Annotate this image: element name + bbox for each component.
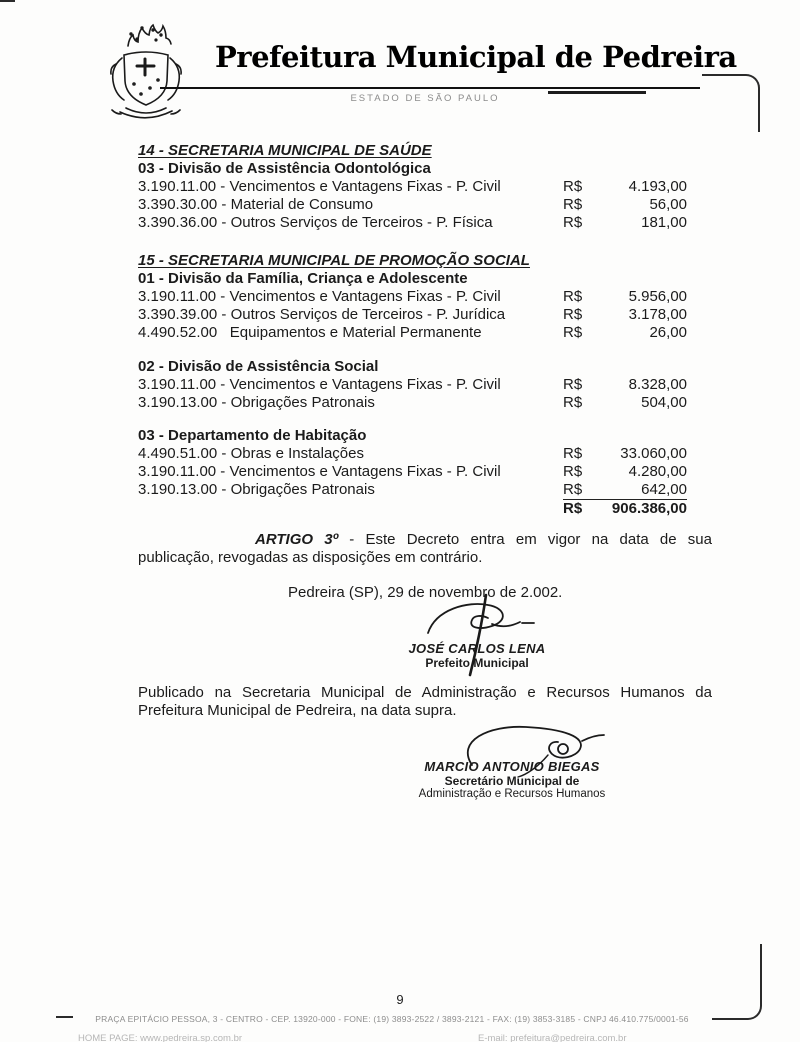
section-saude (138, 142, 687, 232)
border-corner-bottom-right (712, 944, 762, 1020)
amount-value: 4.193,00 (628, 178, 687, 195)
article-text: - Este Decreto entra em vigor na data de sua publicação, revogadas as disposições em contrário. (138, 531, 712, 566)
border-corner-top-right (702, 74, 760, 132)
budget-item: 3.190.11.00 - Vencimentos e Vantagens Fixas - P. Civil (138, 375, 501, 393)
budget-item: 3.190.11.00 - Vencimentos e Vantagens Fixas - P. Civil (138, 178, 501, 195)
budget-row (138, 394, 687, 412)
budget-money (563, 288, 687, 306)
budget-item: 4.490.52.00 Equipamentos e Material Permanente (138, 324, 482, 341)
budget-item: 3.390.36.00 - Outros Serviços de Terceiros - P. Física (138, 214, 493, 231)
amount-value: 8.328,00 (628, 375, 687, 393)
division-assistencia-social (138, 358, 687, 412)
budget-item: 4.490.51.00 - Obras e Instalações (138, 445, 364, 462)
currency-symbol: R$ (563, 445, 583, 462)
currency-symbol: R$ (563, 324, 583, 341)
budget-row (138, 445, 687, 463)
currency-symbol: R$ (563, 306, 583, 323)
budget-row (138, 376, 687, 394)
page-title: Prefeitura Municipal de Pedreira (215, 40, 737, 74)
currency-symbol: R$ (563, 288, 583, 305)
budget-item: 3.190.11.00 - Vencimentos e Vantagens Fixas - P. Civil (138, 288, 501, 305)
budget-money (563, 214, 687, 232)
section-title: 15 - SECRETARIA MUNICIPAL DE PROMOÇÃO SOCIAL (138, 252, 530, 269)
page-number: 9 (396, 992, 404, 1007)
budget-row (138, 324, 687, 342)
state-subtitle: ESTADO DE SÃO PAULO (350, 93, 500, 104)
division-odontologica (138, 160, 687, 232)
signature-block-mayor (372, 641, 582, 670)
section-promocao-social (138, 252, 687, 518)
budget-money (563, 178, 687, 196)
amount-value: 3.178,00 (628, 306, 687, 323)
division-title: 03 - Divisão de Assistência Odontológica (138, 160, 431, 177)
signatory-role: Prefeito Municipal (425, 656, 529, 670)
budget-money (563, 394, 687, 412)
currency-symbol: R$ (563, 481, 583, 498)
currency-symbol: R$ (563, 196, 583, 213)
budget-money (563, 463, 687, 481)
budget-money (563, 196, 687, 214)
currency-symbol: R$ (563, 393, 583, 411)
budget-item: 3.390.30.00 - Material de Consumo (138, 196, 374, 213)
budget-item: 3.190.11.00 - Vencimentos e Vantagens Fixas - P. Civil (138, 463, 501, 480)
footer-homepage: HOME PAGE: www.pedreira.sp.com.br (78, 1033, 243, 1042)
amount-value: 4.280,00 (628, 463, 687, 480)
budget-row (138, 288, 687, 306)
budget-row (138, 306, 687, 324)
budget-money (563, 500, 687, 518)
budget-money (563, 324, 687, 342)
budget-money (563, 306, 687, 324)
currency-symbol: R$ (563, 214, 583, 231)
budget-listing (138, 142, 687, 518)
budget-row (138, 196, 687, 214)
signatory-name: MARCIO ANTONIO BIEGAS (424, 759, 600, 774)
signatory-role: Secretário Municipal de (444, 774, 580, 788)
header-rule (160, 87, 700, 89)
border-dash-top-left (0, 0, 15, 2)
division-habitacao (138, 427, 687, 518)
amount-value: 5.956,00 (628, 288, 687, 305)
section-title: 14 - SECRETARIA MUNICIPAL DE SAÚDE (138, 142, 432, 159)
amount-value: 33.060,00 (620, 445, 687, 462)
budget-item: 3.190.13.00 - Obrigações Patronais (138, 393, 375, 411)
budget-money (563, 376, 687, 394)
budget-item: 3.190.13.00 - Obrigações Patronais (138, 481, 375, 498)
spacer (138, 500, 563, 518)
division-title: 01 - Divisão da Família, Criança e Adolescente (138, 270, 468, 287)
footer-address-line: PRAÇA EPITÁCIO PESSOA, 3 - CENTRO - CEP. 13920-000 - FONE: (19) 3893-2522 / 3893-2121 - FAX: (19) 3853-3185 - CNPJ 46.410.775/0001-56 (95, 1014, 689, 1024)
total-amount-value: 906.386,00 (611, 500, 687, 517)
signature-block-secretary (398, 759, 626, 800)
budget-money (563, 445, 687, 463)
date-line: Pedreira (SP), 29 de novembro de 2.002. (288, 584, 563, 601)
border-dash-bottom-left (56, 1016, 73, 1018)
amount-value: 642,00 (641, 481, 687, 498)
currency-symbol: R$ (563, 463, 583, 480)
article-label: ARTIGO 3º (255, 531, 339, 548)
footer-email: E-mail: prefeitura@pedreira.com.br (478, 1033, 627, 1042)
amount-value: 56,00 (649, 196, 687, 213)
budget-row (138, 178, 687, 196)
budget-total-row (138, 500, 687, 518)
division-title: 03 - Departamento de Habitação (138, 427, 367, 444)
currency-symbol: R$ (563, 178, 583, 195)
signatory-name: JOSÉ CARLOS LENA (408, 641, 546, 656)
currency-symbol: R$ (563, 500, 583, 517)
budget-row-subtotal-underlined (138, 481, 687, 500)
publication-paragraph: Publicado na Secretaria Municipal de Administração e Recursos Humanos da Prefeitura Municipal de Pedreira, na data supra. (138, 684, 712, 719)
article-paragraph (138, 531, 712, 567)
budget-money (563, 481, 687, 500)
coat-of-arms-logo (98, 22, 194, 120)
currency-symbol: R$ (563, 375, 583, 393)
budget-row (138, 214, 687, 232)
amount-value: 181,00 (641, 214, 687, 231)
budget-row (138, 463, 687, 481)
division-familia (138, 270, 687, 342)
division-title: 02 - Divisão de Assistência Social (138, 357, 379, 375)
signatory-role-line2: Administração e Recursos Humanos (418, 788, 606, 800)
budget-item: 3.390.39.00 - Outros Serviços de Terceiros - P. Jurídica (138, 306, 506, 323)
amount-value: 26,00 (649, 324, 687, 341)
amount-value: 504,00 (641, 393, 687, 411)
